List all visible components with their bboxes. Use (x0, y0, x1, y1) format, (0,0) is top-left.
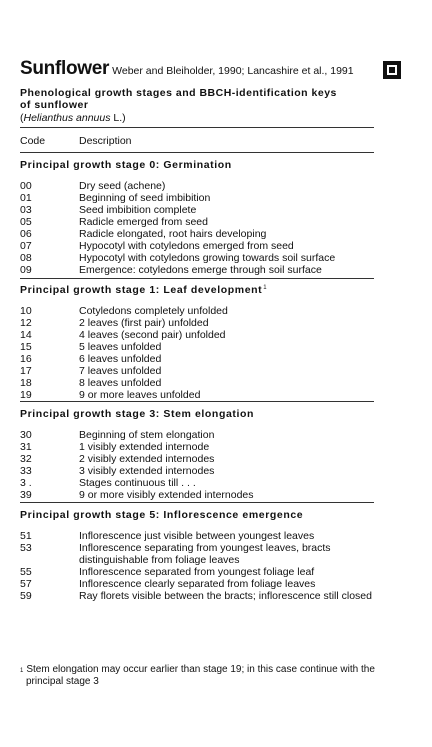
stage-row: 07 Hypocotyl with cotyledons emerged from seed (20, 240, 294, 252)
stage-row: 16 6 leaves unfolded (20, 353, 162, 365)
stage-row: 57 Inflorescence clearly separated from foliage leaves (20, 578, 316, 590)
subtitle-line-1: Phenological growth stages and BBCH-identification keys (20, 87, 337, 99)
footnote-line-2: principal stage 3 (26, 676, 99, 687)
stage-row: 08 Hypocotyl with cotyledons growing towards soil surface (20, 252, 336, 264)
section-inflorescence-emergence (20, 509, 380, 602)
stage-row: 14 4 leaves (second pair) unfolded (20, 329, 226, 341)
stage-row: 31 1 visibly extended internode (20, 441, 210, 453)
footnote-line-1: $^1$ Stem elongation may occur earlier than stage 19; in this case continue with the (20, 664, 375, 675)
stage-row: 55 Inflorescence separated from youngest foliage leaf (20, 566, 315, 578)
stage-list (20, 429, 380, 501)
table-top-rule (20, 127, 374, 128)
stage-row: 53 Inflorescence separating from youngest leaves, bracts distinguishable from foliage leaves (20, 542, 331, 566)
section-divider (20, 401, 374, 402)
latin-binomial: Helianthus annuus (23, 112, 111, 124)
column-header-code: Code (20, 135, 46, 147)
document-subtitle (20, 87, 360, 111)
stage-row: 17 7 leaves unfolded (20, 365, 162, 377)
section-title: Principal growth stage 5: Inflorescence emergence (20, 509, 304, 521)
stage-row: 12 2 leaves (first pair) unfolded (20, 317, 209, 329)
stage-row: 51 Inflorescence just visible between youngest leaves (20, 530, 315, 542)
subtitle-line-2: of sunflower (20, 99, 89, 111)
stage-row: 09 Emergence: cotyledons emerge through soil surface (20, 264, 322, 276)
stage-list (20, 530, 380, 602)
stage-row: 18 8 leaves unfolded (20, 377, 162, 389)
stage-list (20, 180, 380, 276)
crop-title: Sunflower (20, 58, 110, 79)
stage-row: 39 9 or more visibly extended internodes (20, 489, 254, 501)
stage-row: 59 Ray florets visible between the bracts; inflorescence still closed (20, 590, 372, 602)
stage-row: 15 5 leaves unfolded (20, 341, 162, 353)
stage-row: 06 Radicle elongated, root hairs developing (20, 228, 267, 240)
stage-row: 00 Dry seed (achene) (20, 180, 166, 192)
stage-row: 32 2 visibly extended internodes (20, 453, 215, 465)
stage-row: 30 Beginning of stem elongation (20, 429, 215, 441)
footnote-mark: 1 (20, 668, 24, 674)
section-germination (20, 159, 380, 276)
latin-name: (Helianthus annuus L.) (20, 112, 126, 124)
section-title: Principal growth stage 3: Stem elongation (20, 408, 255, 420)
column-header-description: Description (79, 135, 132, 147)
footnote-reference: 1 (263, 285, 268, 291)
section-divider (20, 502, 374, 503)
page-marker-icon (383, 61, 401, 79)
stage-row: 19 9 or more leaves unfolded (20, 389, 201, 401)
stage-row: 10 Cotyledons completely unfolded (20, 305, 228, 317)
stage-row: 01 Beginning of seed imbibition (20, 192, 211, 204)
footnote (20, 664, 380, 688)
authors-citation: Weber and Bleiholder, 1990; Lancashire et al., 1991 (112, 65, 354, 77)
stage-list (20, 305, 380, 401)
document-header (20, 58, 360, 80)
stage-row: 3 . Stages continuous till . . . (20, 477, 196, 489)
stage-row: 05 Radicle emerged from seed (20, 216, 208, 228)
section-leaf-development (20, 284, 380, 401)
section-title: Principal growth stage 0: Germination (20, 159, 232, 171)
stage-row: 03 Seed imbibition complete (20, 204, 197, 216)
stage-row: 33 3 visibly extended internodes (20, 465, 215, 477)
section-divider (20, 278, 374, 279)
section-stem-elongation (20, 408, 380, 501)
section-title: Principal growth stage 1: Leaf development$^1$ (20, 284, 268, 296)
header-bottom-rule (20, 152, 374, 153)
